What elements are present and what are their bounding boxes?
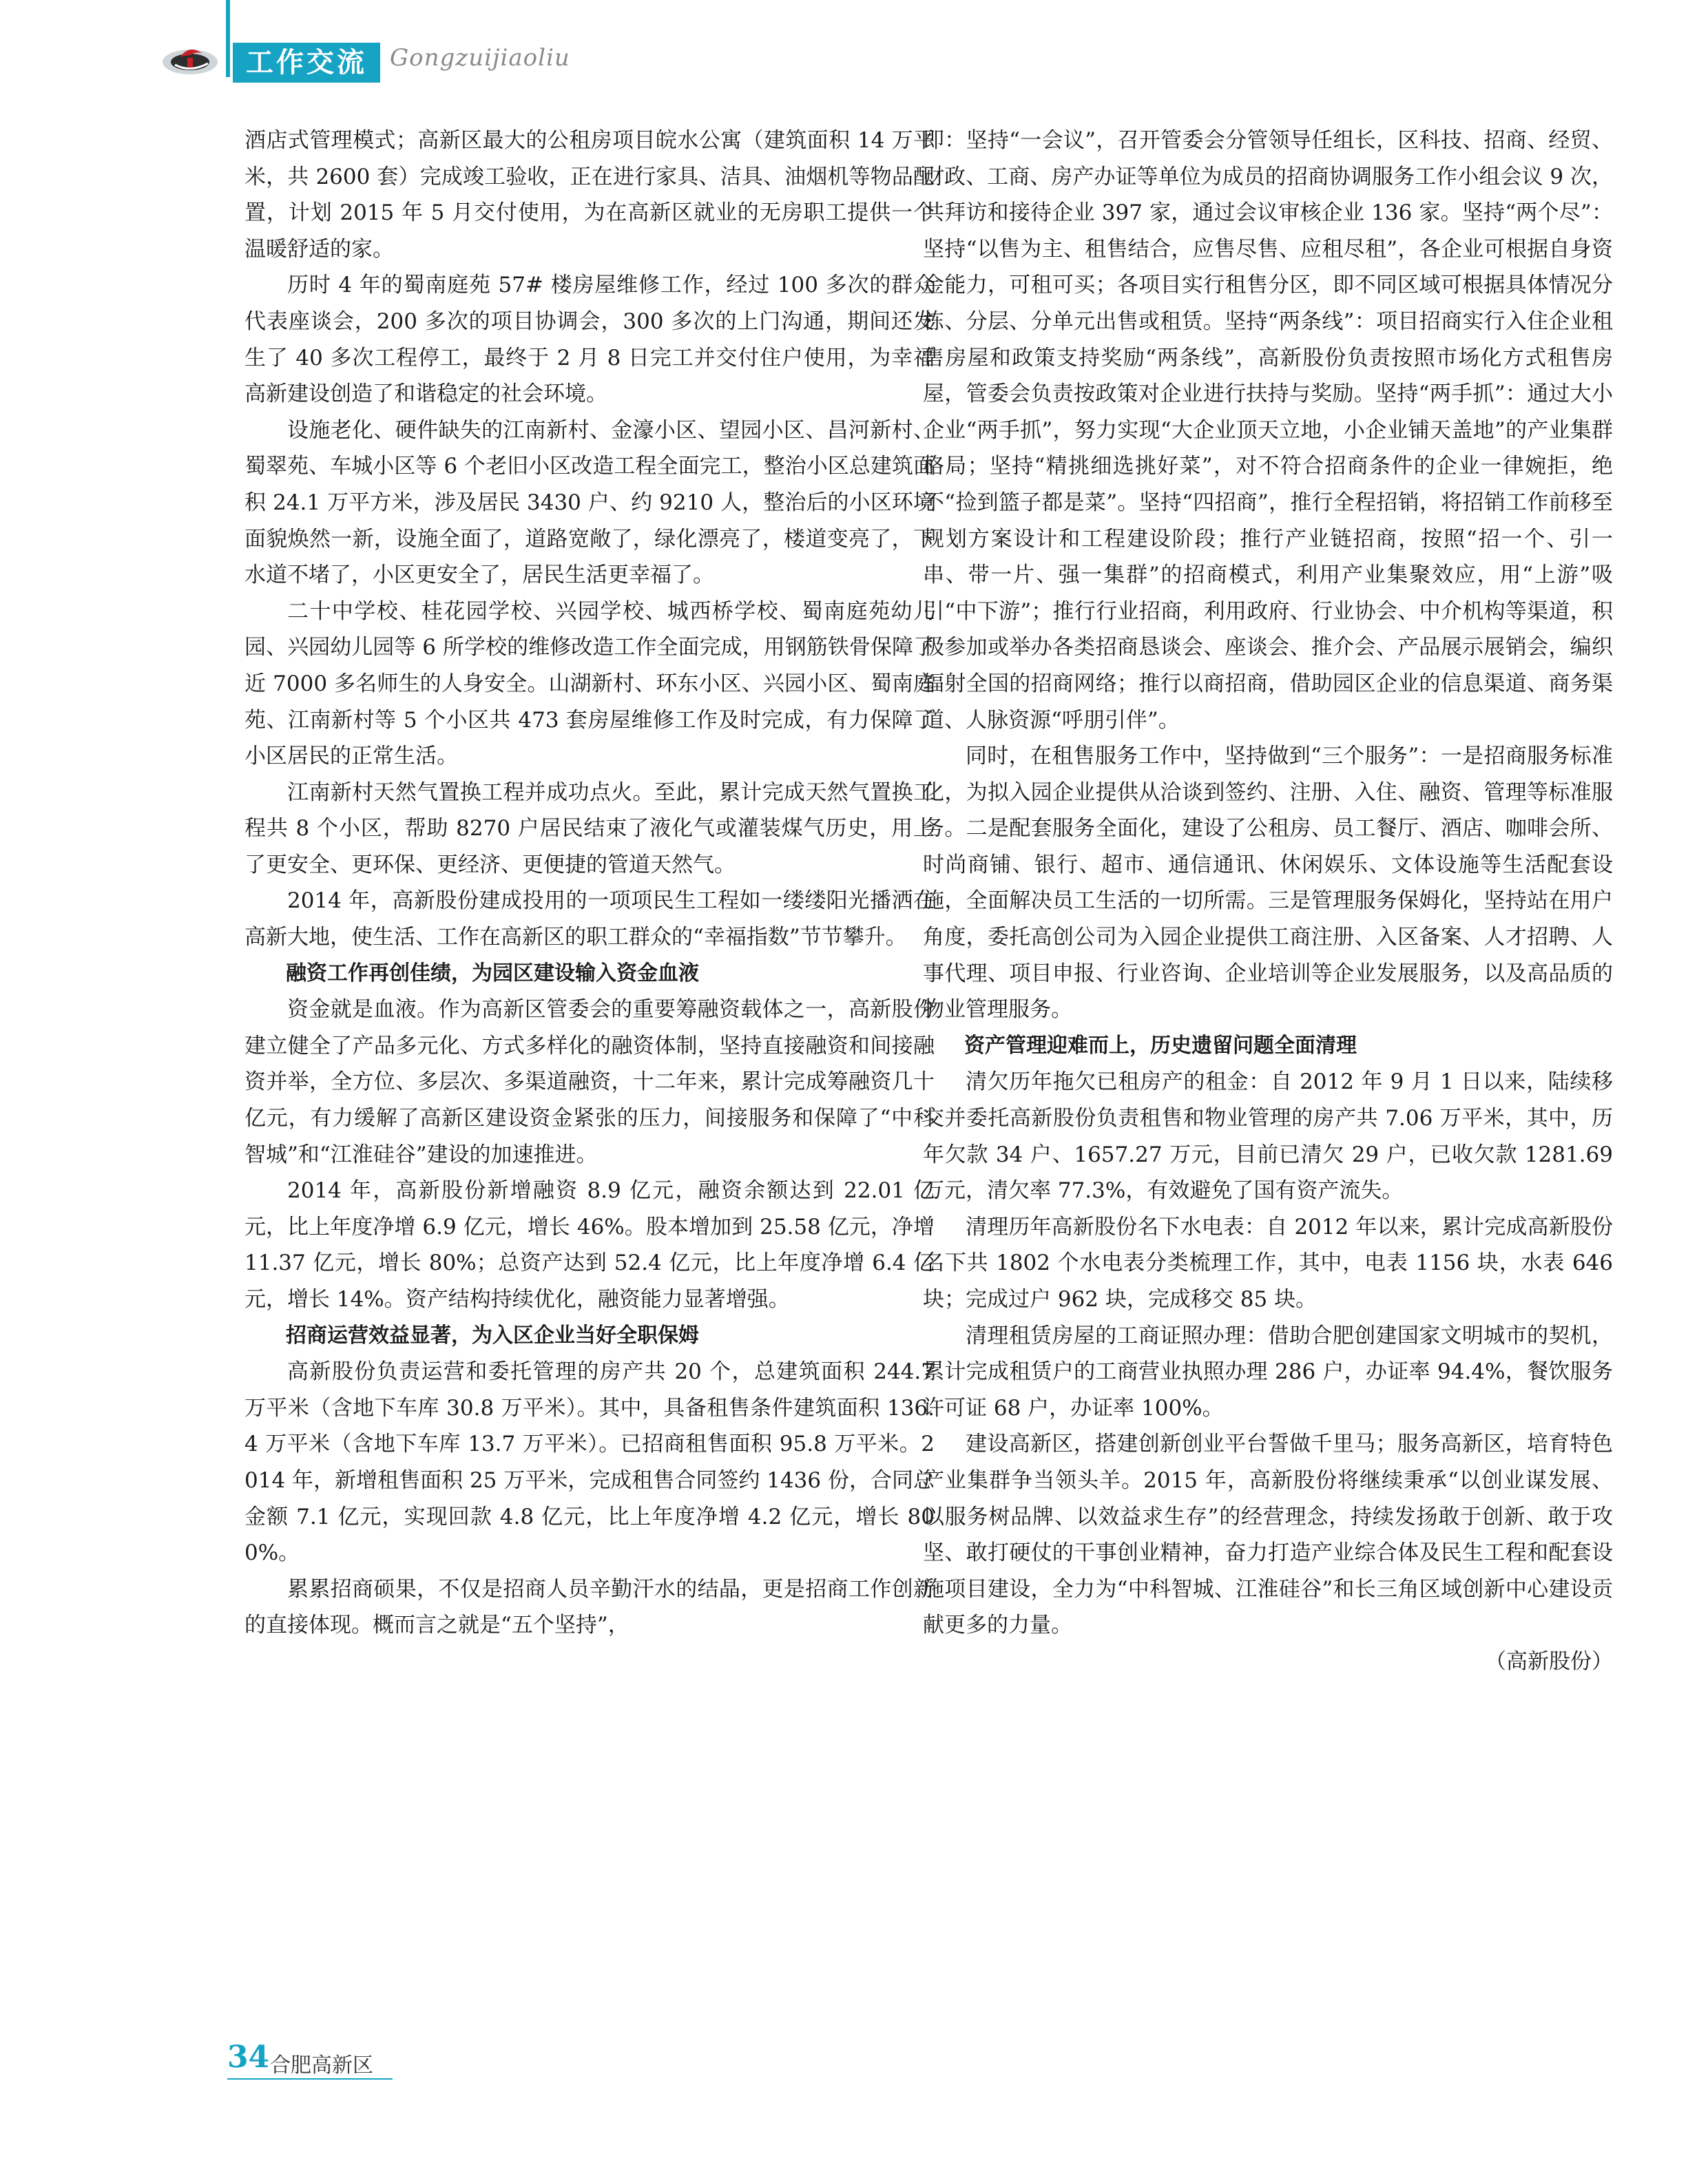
publication-name: 合肥高新区 [270,2053,373,2078]
paragraph: 2014 年，高新股份建成投用的一项项民生工程如一缕缕阳光播洒在高新大地，使生活、工作在高新区的职工群众的“幸福指数”节节攀升。 [244,888,935,950]
paragraph: 高新股份负责运营和委托管理的房产共 20 个，总建筑面积 244.7 万平米（含地下车库 30.8 万平米）。其中，具备租售条件建筑面积 136.4 万平米（含地下车库 13.7 万平米）。已招商租售面积 95.8 万平米。2014 年，新增租售面积 25 万平米，完成租售合同签约 1436 份，合同总金额 7.1 亿元，实现回款 4.8 亿元，比上年度净增 4.2 亿元，增长 800%。 [244,1359,935,1566]
section-heading: 招商运营效益显著，为入区企业当好全职保姆 [286,1323,699,1348]
paragraph: 累累招商硕果，不仅是招商人员辛勤汗水的结晶，更是招商工作创新的直接体现。概而言之就是“五个坚持”， [244,1576,935,1638]
paragraph: 设施老化、硬件缺失的江南新村、金濠小区、望园小区、昌河新村、蜀翠苑、车城小区等 6 个老旧小区改造工程全面完工，整治小区总建筑面积 24.1 万平方米，涉及居民 3430 户、约 9210 人，整治后的小区环境面貌焕然一新，设施全面了，道路宽敞了，绿化漂亮了，楼道变亮了，下水道不堵了，小区更安全了，居民生活更幸福了。 [244,417,935,588]
paragraph: 2014 年，高新股份新增融资 8.9 亿元，融资余额达到 22.01 亿元，比上年度净增 6.9 亿元，增长 46%。股本增加到 25.58 亿元，净增 11.37 亿元，增长 80%；总资产达到 52.4 亿元，比上年度净增 6.4 亿元，增长 14%。资产结构持续优化，融资能力显著增强。 [244,1178,935,1312]
paragraph: 资金就是血液。作为高新区管委会的重要筹融资载体之一，高新股份建立健全了产品多元化、方式多样化的融资体制，坚持直接融资和间接融资并举，全方位、多层次、多渠道融资，十二年来，累计完成筹融资几十亿元，有力缓解了高新区建设资金紧张的压力，间接服务和保障了“中科智城”和“江淮硅谷”建设的加速推进。 [244,997,935,1167]
paragraph: 即：坚持“一会议”，召开管委会分管领导任组长，区科技、招商、经贸、财政、工商、房产办证等单位为成员的招商协调服务工作小组会议 9 次，共拜访和接待企业 397 家，通过会议审核企业 136 家。坚持“两个尽”：坚持“以售为主、租售结合，应售尽售、应租尽租”，各企业可根据自身资金能力，可租可买；各项目实行租售分区，即不同区域可根据具体情况分栋、分层、分单元出售或租赁。坚持“两条线”：项目招商实行入住企业租售房屋和政策支持奖励“两条线”，高新股份负责按照市场化方式租售房屋，管委会负责按政策对企业进行扶持与奖励。坚持“两手抓”：通过大小企业“两手抓”，努力实现“大企业顶天立地，小企业铺天盖地”的产业集群格局；坚持“精挑细选挑好菜”，对不符合招商条件的企业一律婉拒，绝不“捡到篮子都是菜”。坚持“四招商”，推行全程招销，将招销工作前移至规划方案设计和工程建设阶段；推行产业链招商，按照“招一个、引一串、带一片、强一集群”的招商模式，利用产业集聚效应，用“上游”吸引“中下游”；推行行业招商，利用政府、行业协会、中介机构等渠道，积极参加或举办各类招商恳谈会、座谈会、推介会、产品展示展销会，编织辐射全国的招商网络；推行以商招商，借助园区企业的信息渠道、商务渠道、人脉资源“呼朋引伴”。 [923,128,1613,733]
right-column [923,123,1613,1680]
paragraph: 清欠历年拖欠已租房产的租金：自 2012 年 9 月 1 日以来，陆续移交并委托高新股份负责租售和物业管理的房产共 7.06 万平米，其中，历年欠款 34 户、1657.27 万元，目前已清欠 29 户，已收欠款 1281.69 万元，清欠率 77.3%，有效避免了国有资产流失。 [923,1069,1613,1204]
paragraph: 清理租赁房屋的工商证照办理：借助合肥创建国家文明城市的契机，累计完成租赁户的工商营业执照办理 286 户，办证率 94.4%，餐饮服务许可证 68 户，办证率 100%。 [923,1323,1613,1421]
page-number: 34 [227,2040,270,2075]
magazine-logo-icon [160,40,223,79]
author-signature: （高新股份） [1485,1649,1613,1674]
paragraph: 江南新村天然气置换工程并成功点火。至此，累计完成天然气置换工程共 8 个小区，帮助 8270 户居民结束了液化气或灌装煤气历史，用上了更安全、更环保、更经济、更便捷的管道天然气。 [244,780,935,877]
section-heading: 资产管理迎难而上，历史遗留问题全面清理 [964,1033,1357,1058]
left-column [244,123,935,1644]
paragraph: 同时，在租售服务工作中，坚持做到“三个服务”：一是招商服务标准化，为拟入园企业提供从洽谈到签约、注册、入住、融资、管理等标准服务。二是配套服务全面化，建设了公租房、员工餐厅、酒店、咖啡会所、时尚商铺、银行、超市、通信通讯、休闲娱乐、文体设施等生活配套设施，全面解决员工生活的一切所需。三是管理服务保姆化，坚持站在用户角度，委托高创公司为入园企业提供工商注册、入区备案、人才招聘、人事代理、项目申报、行业咨询、企业培训等企业发展服务，以及高品质的物业管理服务。 [923,744,1613,1023]
section-heading: 融资工作再创佳绩，为园区建设输入资金血液 [286,961,699,985]
section-pinyin: Gongzuijiaoliu [390,44,570,72]
header-accent-bar [226,0,230,77]
paragraph: 二十中学校、桂花园学校、兴园学校、城西桥学校、蜀南庭苑幼儿园、兴园幼儿园等 6 所学校的维修改造工作全面完成，用钢筋铁骨保障了近 7000 多名师生的人身安全。山湖新村、环东小区、兴园小区、蜀南庭苑、江南新村等 5 个小区共 473 套房屋维修工作及时完成，有力保障了小区居民的正常生活。 [244,598,935,769]
paragraph: 历时 4 年的蜀南庭苑 57# 楼房屋维修工作，经过 100 多次的群众代表座谈会，200 多次的项目协调会，300 多次的上门沟通，期间还发生了 40 多次工程停工，最终于 2 月 8 日完工并交付住户使用，为幸福高新建设创造了和谐稳定的社会环境。 [244,273,935,407]
paragraph: 建设高新区，搭建创新创业平台誓做千里马；服务高新区，培育特色产业集群争当领头羊。2015 年，高新股份将继续秉承“以创业谋发展、以服务树品牌、以效益求生存”的经营理念，持续发扬敢于创新、敢于攻坚、敢打硬仗的干事创业精神，奋力打造产业综合体及民生工程和配套设施项目建设，全力为“中科智城、江淮硅谷”和长三角区域创新中心建设贡献更多的力量。 [923,1432,1613,1638]
footer-rule [227,2078,393,2080]
section-title: 工作交流 [233,43,380,83]
paragraph: 清理历年高新股份名下水电表：自 2012 年以来，累计完成高新股份名下共 1802 个水电表分类梳理工作，其中，电表 1156 块，水表 646 块；完成过户 962 块，完成移交 85 块。 [923,1214,1613,1312]
paragraph: 酒店式管理模式；高新区最大的公租房项目皖水公寓（建筑面积 14 万平米，共 2600 套）完成竣工验收，正在进行家具、洁具、油烟机等物品配置，计划 2015 年 5 月交付使用，为在高新区就业的无房职工提供一个温暖舒适的家。 [244,128,935,262]
